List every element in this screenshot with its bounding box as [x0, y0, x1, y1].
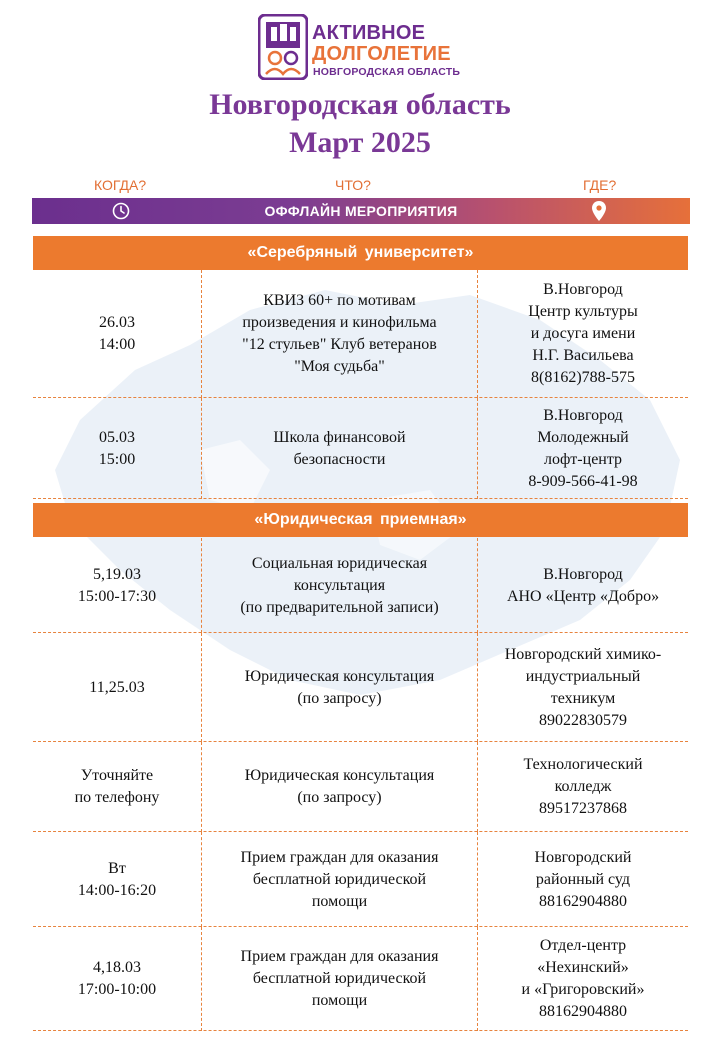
offline-events-band — [32, 198, 690, 224]
row-event: Школа финансовой безопасности — [201, 398, 478, 499]
row-event: Прием граждан для оказания бесплатной юридической помощи — [201, 927, 478, 1031]
section-header-legal-reception: «Юридическая приемная» — [33, 503, 688, 537]
table-row — [33, 927, 688, 1031]
row-location: В.Новгород АНО «Центр «Добро» — [506, 565, 660, 605]
row-event: Прием граждан для оказания бесплатной юридической помощи — [201, 832, 478, 927]
row-location: Технологический колледж 89517237868 — [523, 756, 643, 817]
logo — [258, 14, 478, 84]
page-title: Новгородская область — [209, 88, 511, 121]
section-header-silver-university: «Серебряный университет» — [33, 236, 688, 270]
row-location: Новгородский химико- индустриальный техникум 89022830579 — [504, 645, 662, 729]
table-row — [33, 398, 688, 499]
table-row — [33, 742, 688, 832]
page-subtitle: Март 2025 — [289, 126, 431, 159]
row-event: КВИЗ 60+ по мотивам произведения и кинофильма "12 стульев" Клуб ветеранов "Моя судьба" — [201, 270, 478, 398]
row-date: Вт 14:00-16:20 — [77, 859, 157, 899]
row-location: В.Новгород Центр культуры и досуга имени Н.Г. Васильева 8(8162)788-575 — [528, 281, 638, 386]
row-event: Социальная юридическая консультация (по предварительной записи) — [201, 538, 478, 633]
row-event: Юридическая консультация (по запросу) — [201, 742, 478, 832]
table-row — [33, 633, 688, 742]
row-location: Новгородский районный суд 88162904880 — [534, 848, 632, 910]
table-row — [33, 832, 688, 927]
row-date: 4,18.03 17:00-10:00 — [77, 959, 157, 998]
header-where: ГДЕ? — [583, 177, 617, 193]
row-event: Юридическая консультация (по запросу) — [201, 633, 478, 742]
header-what: ЧТО? — [335, 177, 371, 193]
row-location: Отдел-центр «Нехинский» и «Григоровский» 88162904880 — [521, 937, 645, 1020]
logo-emblem-icon — [258, 14, 308, 80]
row-date: Уточняйте по телефону — [74, 767, 160, 806]
location-pin-icon — [592, 201, 606, 221]
logo-line-1: АКТИВНОЕ — [312, 22, 426, 44]
row-date: 11,25.03 — [89, 678, 145, 696]
logo-line-3: НОВГОРОДСКАЯ ОБЛАСТЬ — [313, 66, 461, 78]
band-label: ОФФЛАЙН МЕРОПРИЯТИЯ — [264, 203, 458, 219]
row-date: 05.03 15:00 — [98, 428, 136, 468]
row-date: 5,19.03 15:00-17:30 — [77, 565, 157, 605]
table-row — [33, 538, 688, 633]
row-date: 26.03 14:00 — [98, 314, 136, 353]
row-location: В.Новгород Молодежный лофт-центр 8-909-566-41-98 — [528, 406, 638, 490]
header-when: КОГДА? — [94, 177, 147, 193]
logo-line-2: ДОЛГОЛЕТИЕ — [312, 43, 451, 65]
table-row — [33, 270, 688, 398]
